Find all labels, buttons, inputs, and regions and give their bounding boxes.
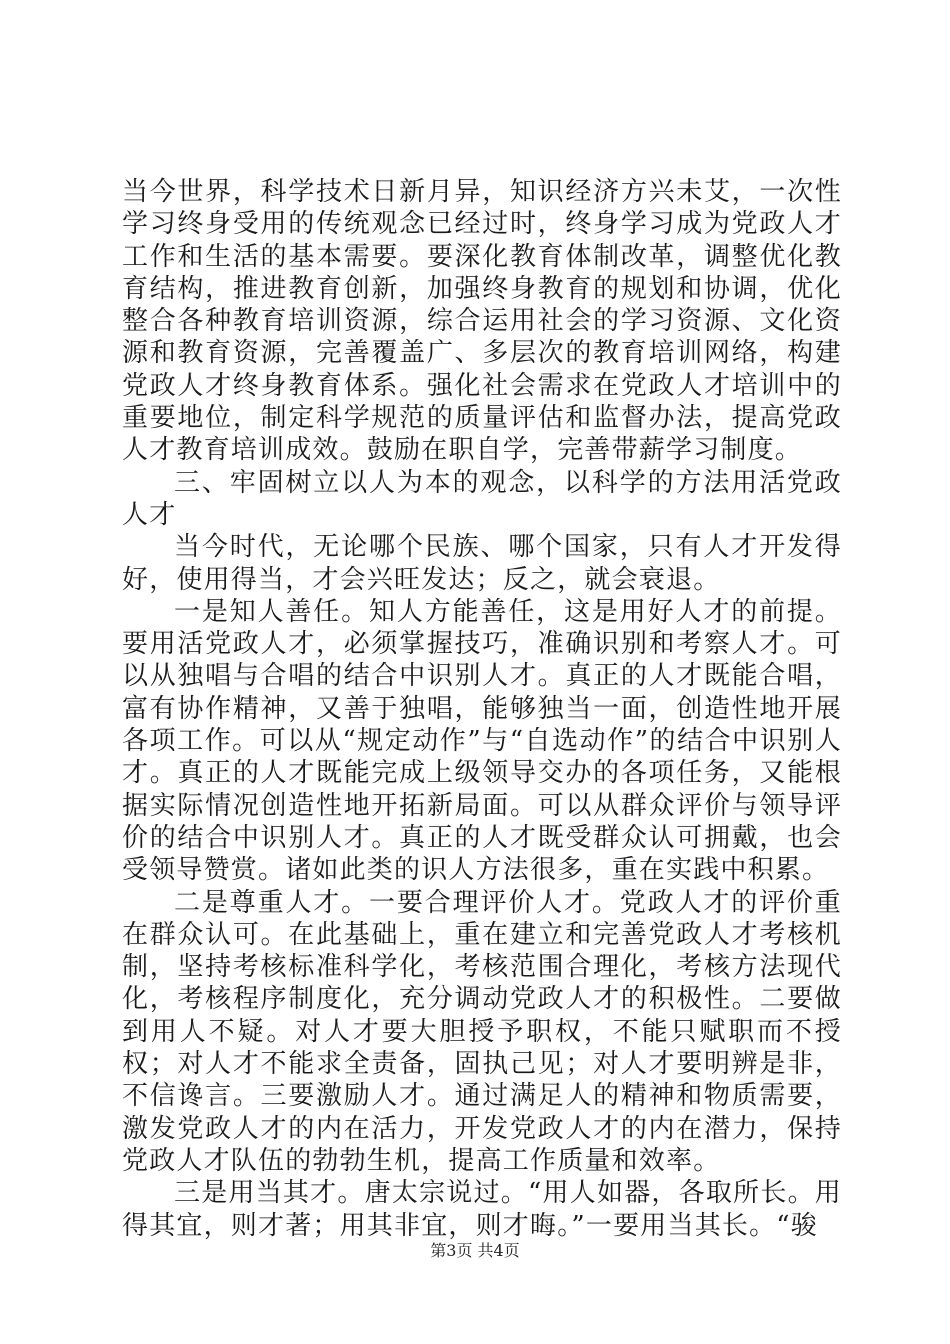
- document-body: [122, 176, 842, 1242]
- paragraph-era: 当今时代，无论哪个民族、哪个国家，只有人才开发得好，使用得当，才会兴旺发达；反之，就会衰退。: [122, 532, 842, 595]
- paragraph-know-talent: 一是知人善任。知人方能善任，这是用好人才的前提。要用活党政人才，必须掌握技巧，准确识别和考察人才。可以从独唱与合唱的结合中识别人才。真正的人才既能合唱，富有协作精神，又善于独唱，能够独当一面，创造性地开展各项工作。可以从“规定动作”与“自选动作”的结合中识别人才。真正的人才既能完成上级领导交办的各项任务，又能根据实际情况创造性地开拓新局面。可以从群众评价与领导评价的结合中识别人才。真正的人才既受群众认可拥戴，也会受领导赞赏。诸如此类的识人方法很多，重在实践中积累。: [122, 596, 842, 886]
- paragraph-intro: 当今世界，科学技术日新月异，知识经济方兴未艾，一次性学习终身受用的传统观念已经过时，终身学习成为党政人才工作和生活的基本需要。要深化教育体制改革，调整优化教育结构，推进教育创新，加强终身教育的规划和协调，优化整合各种教育培训资源，综合运用社会的学习资源、文化资源和教育资源，完善覆盖广、多层次的教育培训网络，构建党政人才终身教育体系。强化社会需求在党政人才培训中的重要地位，制定科学规范的质量评估和监督办法，提高党政人才教育培训成效。鼓励在职自学，完善带薪学习制度。: [122, 177, 842, 466]
- paragraph-respect-talent: 二是尊重人才。一要合理评价人才。党政人才的评价重在群众认可。在此基础上，重在建立和完善党政人才考核机制，坚持考核标准科学化，考核范围合理化，考核方法现代化，考核程序制度化，充分调动党政人才的积极性。二要做到用人不疑。对人才要大胆授予职权，不能只赋职而不授权；对人才不能求全责备，固执己见；对人才要明辨是非，不信谗言。三要激励人才。通过满足人的精神和物质需要，激发党政人才的内在活力，开发党政人才的内在潜力，保持党政人才队伍的勃勃生机，提高工作质量和效率。: [122, 887, 842, 1176]
- page-footer: 第3页 共4页: [430, 1241, 520, 1260]
- section-heading-three: 三、牢固树立以人为本的观念，以科学的方法用活党政人才: [122, 467, 842, 530]
- paragraph-use-talent: 三是用当其才。唐太宗说过。“用人如器，各取所长。用得其宜，则才著；用其非宜，则才晦。”一要用当其长。“骏: [122, 1178, 842, 1241]
